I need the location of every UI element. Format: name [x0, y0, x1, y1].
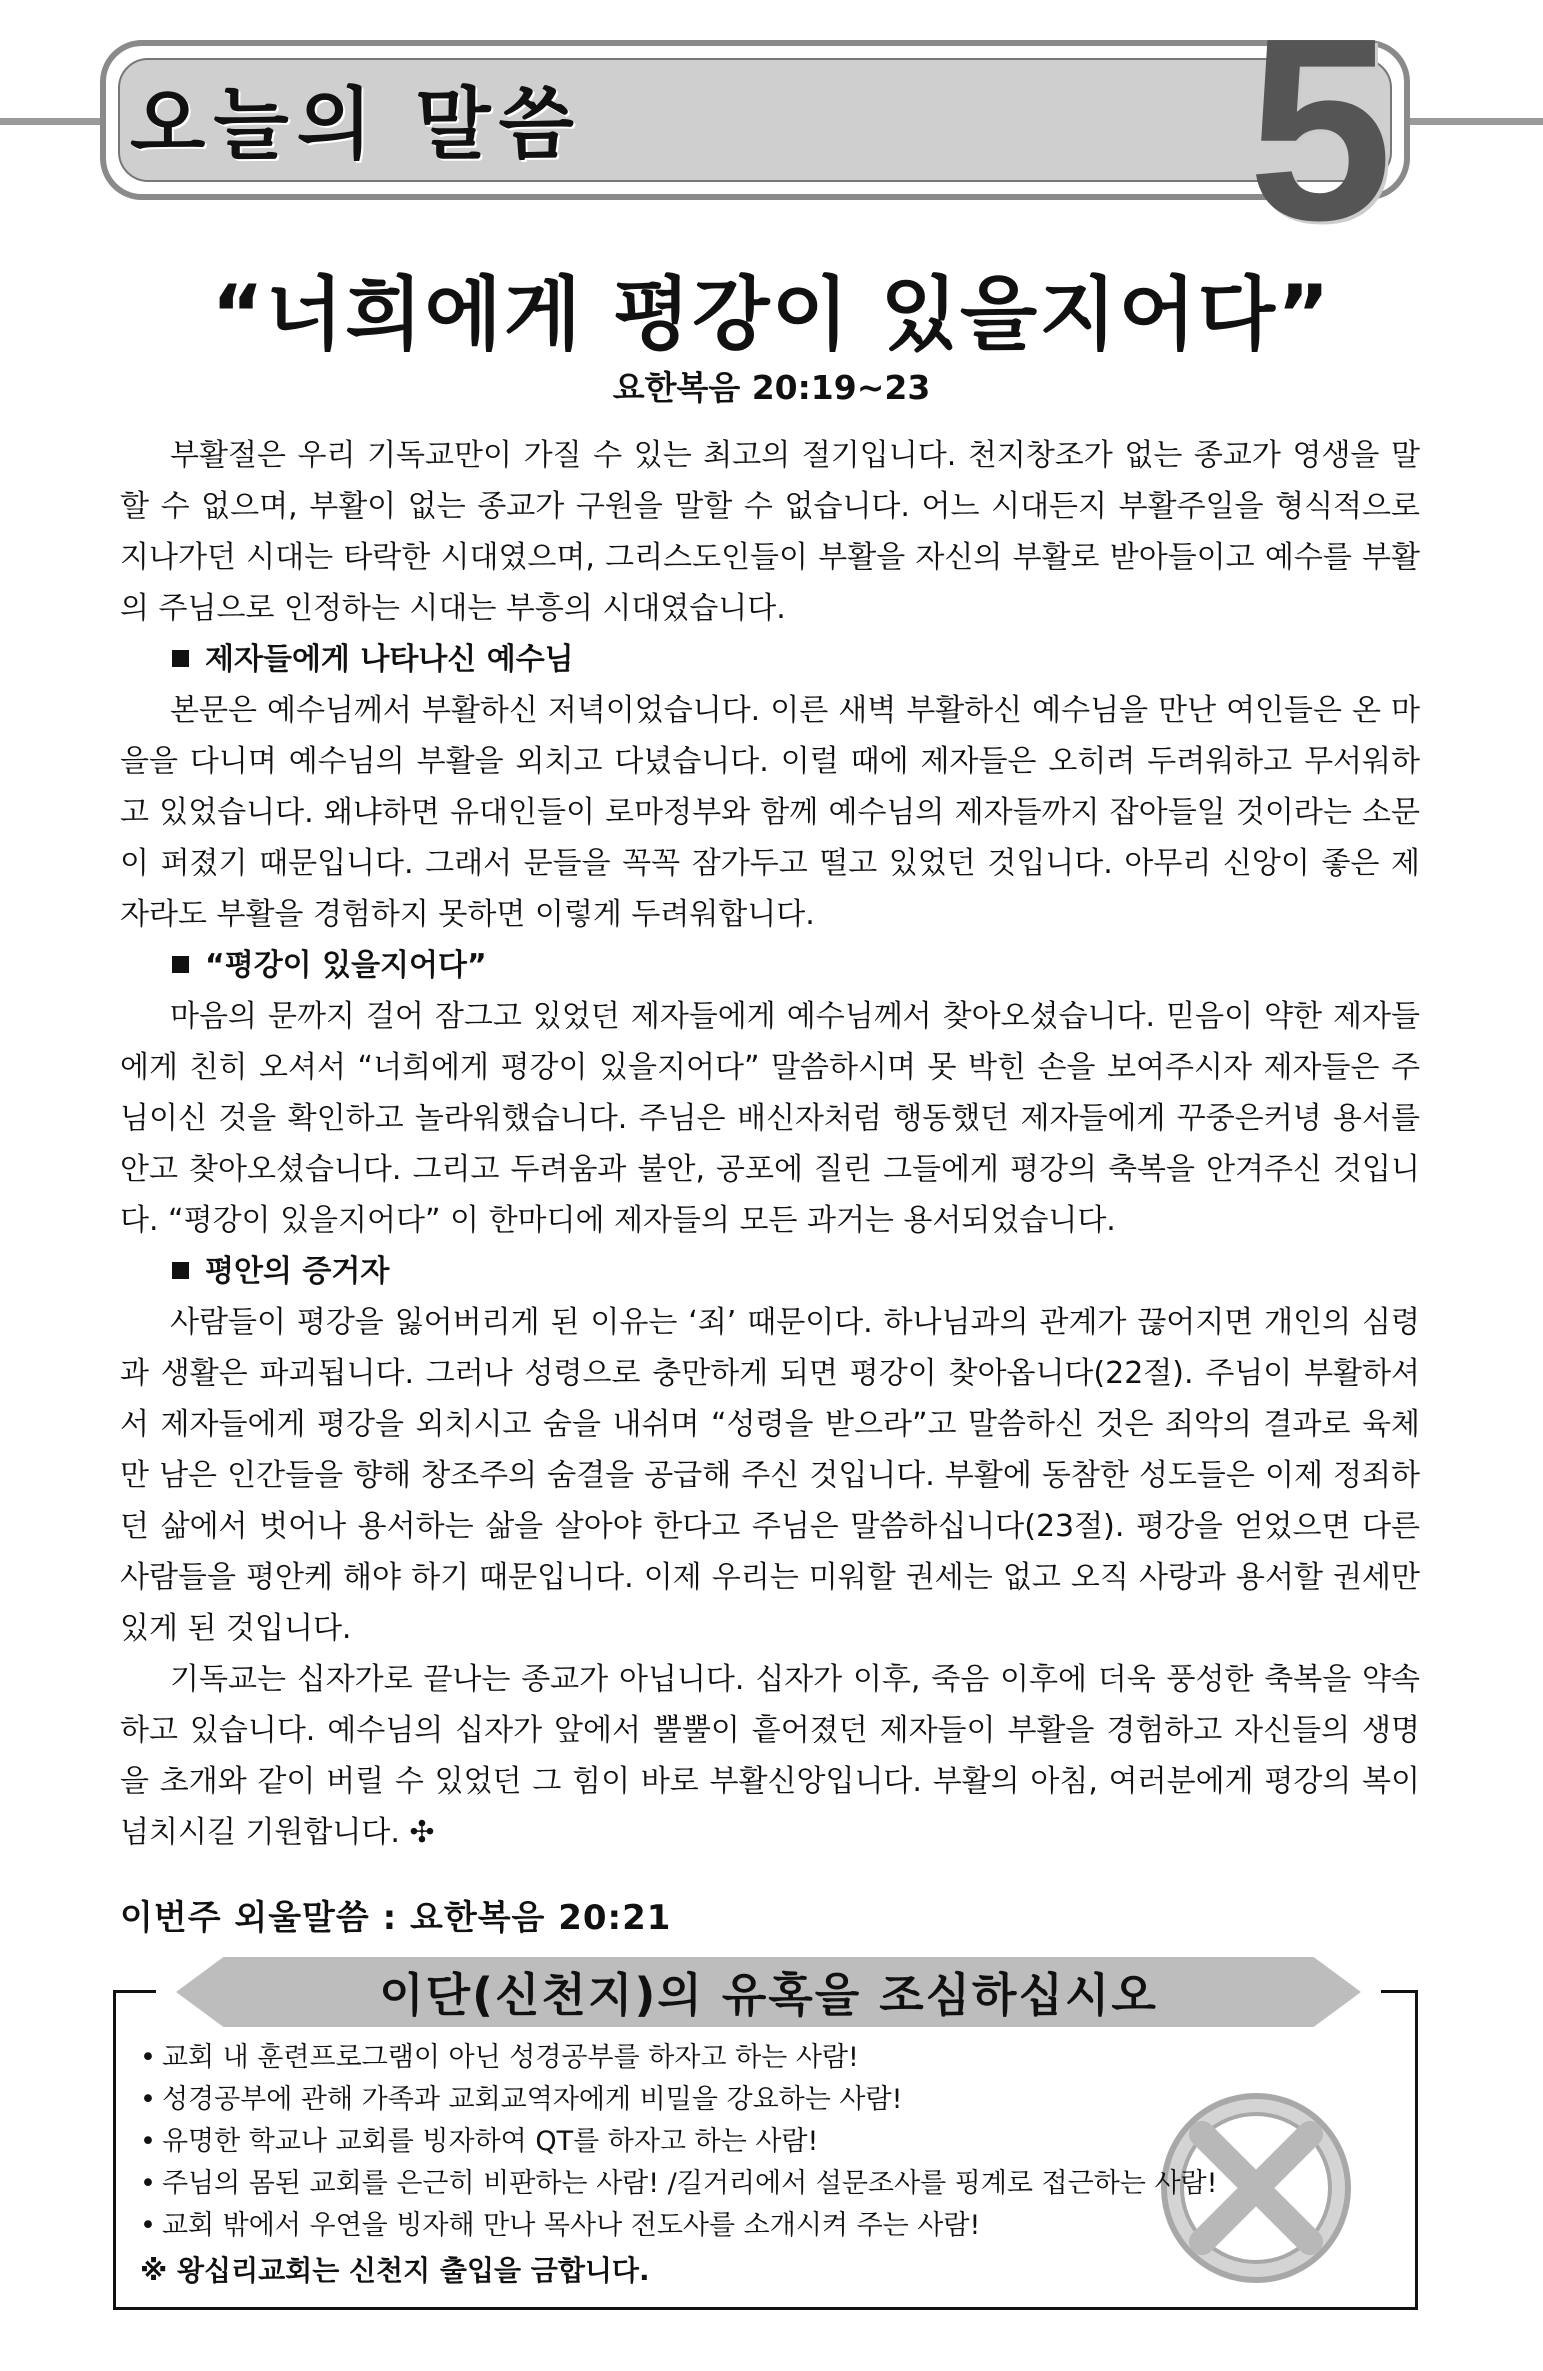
scripture-reference: 요한복음 20:19~23 [612, 368, 931, 407]
section-heading-text: 제자들에게 나타나신 예수님 [205, 642, 574, 677]
square-bullet-icon [172, 1262, 189, 1279]
section-paragraph: 본문은 예수님께서 부활하신 저녁이었습니다. 이른 새벽 부활하신 예수님을 만난 여인들은 온 마을을 다니며 예수님의 부활을 외치고 다녔습니다. 이럴 때에 제자들은 오히려 두려워하고 무서워하고 있었습니다. 왜냐하면 유대인들이 로마정부와 함께 예수님의 제자들까지 잡아들일 것이라는 소문이 퍼졌기 때문입니다. 그래서 문들을 꼭꼭 잠가두고 떨고 있었던 것입니다. 아무리 신앙이 좋은 제자라도 부활을 경험하지 못하면 이렇게 두려워합니다. [120, 693, 1420, 932]
warning-box [113, 1968, 1418, 2310]
warning-note: ※ 왕십리교회는 신천지 출입을 금합니다. [140, 2254, 650, 2287]
list-item: • 성경공부에 관해 가족과 교회교역자에게 비밀을 강요하는 사람! [140, 2079, 1390, 2121]
list-item: • 유명한 학교나 교회를 빙자하여 QT를 하자고 하는 사람! [140, 2121, 1390, 2163]
list-item: • 교회 밖에서 우연을 빙자해 만나 목사나 전도사를 소개시켜 주는 사람! [140, 2205, 1390, 2247]
section-paragraph: 사람들이 평강을 잃어버리게 된 이유는 ‘죄’ 때문이다. 하나님과의 관계가 끊어지면 개인의 심령과 생활은 파괴됩니다. 그러나 성령으로 충만하게 되면 평강이 찾아옵니다(22절). 주님이 부활하셔서 제자들에게 평강을 외치시고 숨을 내쉬며 “성령을 받으라”고 말씀하신 것은 죄악의 결과로 육체만 남은 인간들을 향해 창조주의 숨결을 공급해 주신 것입니다. 부활에 동참한 성도들은 이제 정죄하던 삶에서 벗어나 용서하는 삶을 살아야 한다고 주님은 말씀하십니다(23절). 평강을 얻었으면 다른 사람들을 평안케 해야 하기 때문입니다. 이제 우리는 미워할 권세는 없고 오직 사랑과 용서할 권세만 있게 된 것입니다. [120, 1305, 1420, 1646]
section-heading-text: “평강이 있을지어다” [205, 948, 487, 983]
intro-paragraph: 부활절은 우리 기독교만이 가질 수 있는 최고의 절기입니다. 천지창조가 없는 종교가 영생을 말할 수 없으며, 부활이 없는 종교가 구원을 말할 수 없습니다. 어느 시대든지 부활주일을 형식적으로 지나가던 시대는 타락한 시대였으며, 그리스도인들이 부활을 자신의 부활로 받아들이고 예수를 부활의 주님으로 인정하는 시대는 부흥의 시대였습니다. [120, 438, 1420, 626]
section-heading [120, 940, 1420, 991]
memory-verse: 이번주 외울말씀 : 요한복음 20:21 [120, 1898, 672, 1938]
section-heading-text: 평안의 증거자 [205, 1254, 390, 1289]
conclusion-paragraph: 기독교는 십자가로 끝나는 종교가 아닙니다. 십자가 이후, 죽음 이후에 더욱 풍성한 축복을 약속하고 있습니다. 예수님의 십자가 앞에서 뿔뿔이 흩어졌던 제자들이 부활을 경험하고 자신들의 생명을 초개와 같이 버릴 수 있었던 그 힘이 바로 부활신앙입니다. 부활의 아침, 여러분에게 평강의 복이 넘치시길 기원합니다. ✣ [120, 1662, 1420, 1850]
sermon-title: “너희에게 평강이 있을지어다” [211, 268, 1332, 361]
square-bullet-icon [172, 956, 189, 973]
warning-banner [156, 1953, 1381, 2031]
sermon-body [120, 430, 1420, 1858]
section-paragraph: 마음의 문까지 걸어 잠그고 있었던 제자들에게 예수님께서 찾아오셨습니다. 믿음이 약한 제자들에게 친히 오셔서 “너희에게 평강이 있을지어다” 말씀하시며 못 박힌 손을 보여주시자 제자들은 주님이신 것을 확인하고 놀라워했습니다. 주님은 배신자처럼 행동했던 제자들에게 꾸중은커녕 용서를 안고 찾아오셨습니다. 그리고 두려움과 불안, 공포에 질린 그들에게 평강의 축복을 안겨주신 것입니다. “평강이 있을지어다” 이 한마디에 제자들의 모든 과거는 용서되었습니다. [120, 999, 1420, 1238]
warning-title: 이단(신천지)의 유혹을 조심하십시오 [379, 1968, 1158, 2022]
page-number: 5 [1248, 0, 1393, 275]
section-heading [120, 1246, 1420, 1297]
section-title: 오늘의 말씀 [130, 80, 582, 170]
list-item: • 교회 내 훈련프로그램이 아닌 성경공부를 하자고 하는 사람! [140, 2037, 1390, 2079]
list-item: • 주님의 몸된 교회를 은근히 비판하는 사람! /길거리에서 설문조사를 핑계로 접근하는 사람! [140, 2163, 1390, 2205]
section-heading [120, 634, 1420, 685]
square-bullet-icon [172, 650, 189, 667]
warning-list [140, 2037, 1390, 2247]
